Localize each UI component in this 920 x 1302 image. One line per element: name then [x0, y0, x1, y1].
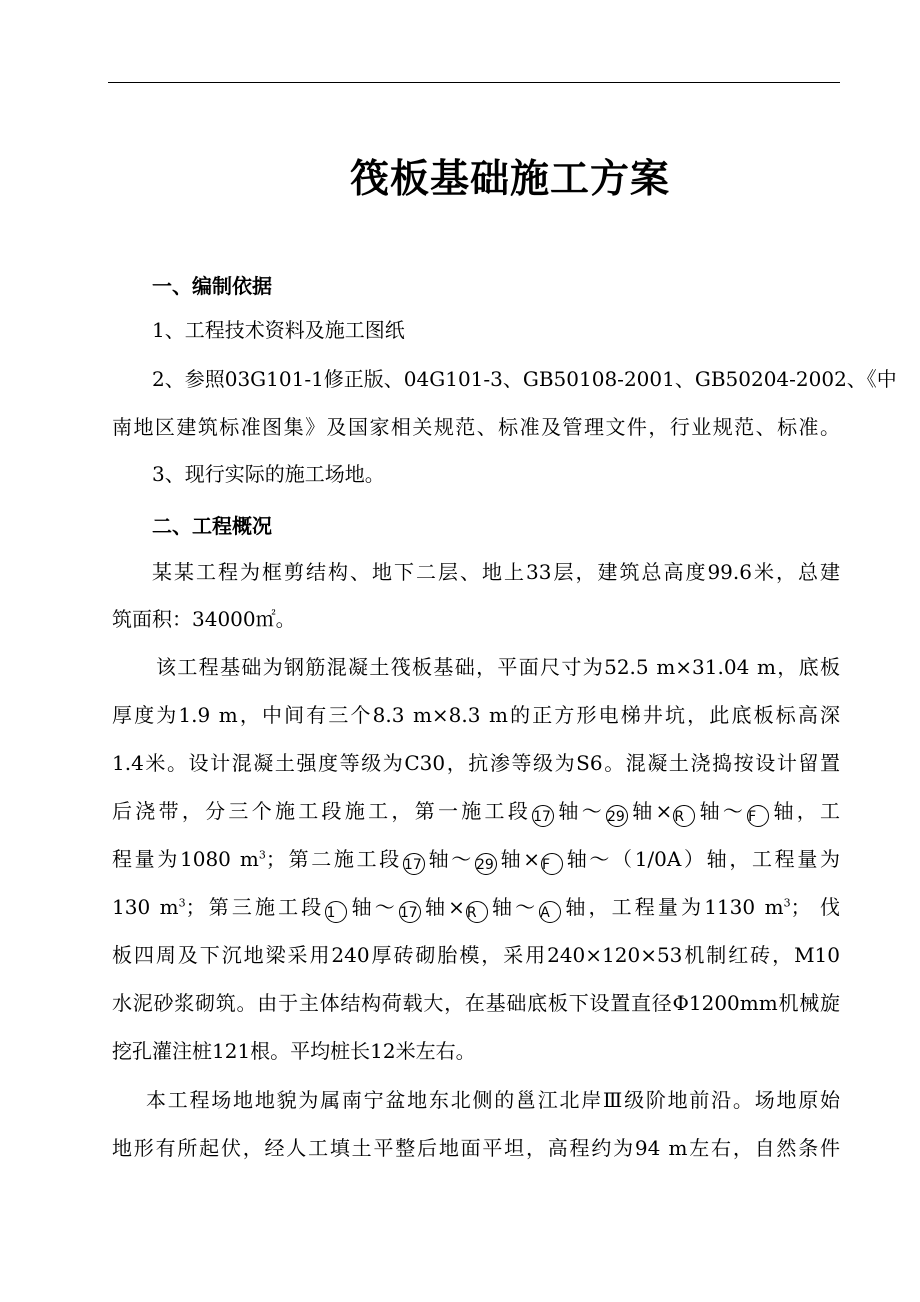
overview-p3-line-2: 地形有所起伏，经人工填土平整后地面平坦，高程约为94 m左右，自然条件 [112, 1136, 840, 1160]
overview-p2-line-9: 挖孔灌注桩121根。平均桩长12米左右。 [112, 1039, 476, 1063]
section-heading-basis: 一、编制依据 [152, 274, 272, 298]
basis-item-1: 1、工程技术资料及施工图纸 [152, 318, 405, 342]
text-segment: 程量为1080 m [112, 847, 259, 871]
text-segment: 轴～ [696, 799, 747, 823]
overview-p3-line-1: 本工程场地地貌为属南宁盆地东北侧的邕江北岸Ⅲ级阶地前沿。场地原始 [146, 1088, 840, 1112]
text-segment: ；第二施工段 [265, 847, 402, 871]
text-segment: ； 伐 [790, 895, 841, 919]
text-segment: 轴× [497, 847, 541, 871]
superscript: 3 [258, 848, 266, 862]
overview-p2-line-5 [112, 847, 840, 875]
header-rule [108, 82, 840, 83]
text-segment: 轴，工程量为1130 m [562, 895, 784, 919]
superscript: 3 [783, 896, 791, 910]
axis-r-marker: R [673, 805, 695, 827]
overview-p2-line-2: 厚度为1.9 m，中间有三个8.3 m×8.3 m的正方形电梯井坑，此底板标高深 [112, 703, 840, 727]
axis-29-marker: 29 [606, 805, 628, 827]
axis-17-marker: 17 [532, 805, 554, 827]
text-segment: 轴～ [555, 799, 605, 823]
overview-p2-line-7: 板四周及下沉地梁采用240厚砖砌胎模，采用240×120×53机制红砖，M10 [112, 943, 840, 967]
text-segment: 后浇带，分三个施工段施工，第一施工段 [112, 799, 532, 823]
overview-p1-line-1: 某某工程为框剪结构、地下二层、地上33层，建筑总高度99.6米，总建 [152, 560, 840, 584]
overview-p2-line-1: 该工程基础为钢筋混凝土筏板基础，平面尺寸为52.5 m×31.04 m，底板 [156, 655, 840, 679]
text-segment: 轴，工 [770, 799, 841, 823]
axis-f-marker: F [747, 805, 769, 827]
basis-item-3: 3、现行实际的施工场地。 [152, 462, 385, 486]
section-heading-overview: 二、工程概况 [152, 514, 272, 538]
text-segment: ；第三施工段 [185, 895, 325, 919]
basis-item-2-line-1: 2、参照03G101-1修正版、04G101-3、GB50108-2001、GB50204-2002、《中 [152, 367, 897, 391]
axis-29-marker: 29 [475, 853, 497, 875]
overview-p2-line-3: 1.4米。设计混凝土强度等级为C30，抗渗等级为S6。混凝土浇捣按设计留置 [112, 751, 840, 775]
axis-a-marker: A [539, 901, 561, 923]
basis-item-2-line-2: 南地区建筑标准图集》及国家相关规范、标准及管理文件，行业规范、标准。 [112, 415, 840, 439]
text-segment: 轴× [628, 799, 673, 823]
text-segment: 轴× [421, 895, 465, 919]
overview-p2-line-4 [112, 799, 840, 827]
overview-p2-line-8: 水泥砂浆砌筑。由于主体结构荷载大，在基础底板下设置直径Φ1200mm机械旋 [112, 991, 840, 1015]
axis-17-marker: 17 [403, 853, 425, 875]
axis-f-marker: F [541, 853, 563, 875]
text-segment: 轴～（1/0A）轴，工程量为 [564, 847, 841, 871]
text-segment: 轴～ [488, 895, 539, 919]
axis-r-marker: R [466, 901, 488, 923]
text-segment: 130 m [112, 895, 179, 919]
axis-17-marker: 17 [399, 901, 421, 923]
text-segment: 轴～ [425, 847, 474, 871]
axis-1-marker: 1 [325, 901, 347, 923]
document-title: 筏板基础施工方案 [349, 157, 670, 202]
superscript: 3 [178, 896, 186, 910]
overview-p2-line-6 [112, 895, 840, 923]
text-segment: 轴～ [348, 895, 398, 919]
overview-p1-line-2: 筑面积：34000㎡。 [112, 607, 296, 631]
